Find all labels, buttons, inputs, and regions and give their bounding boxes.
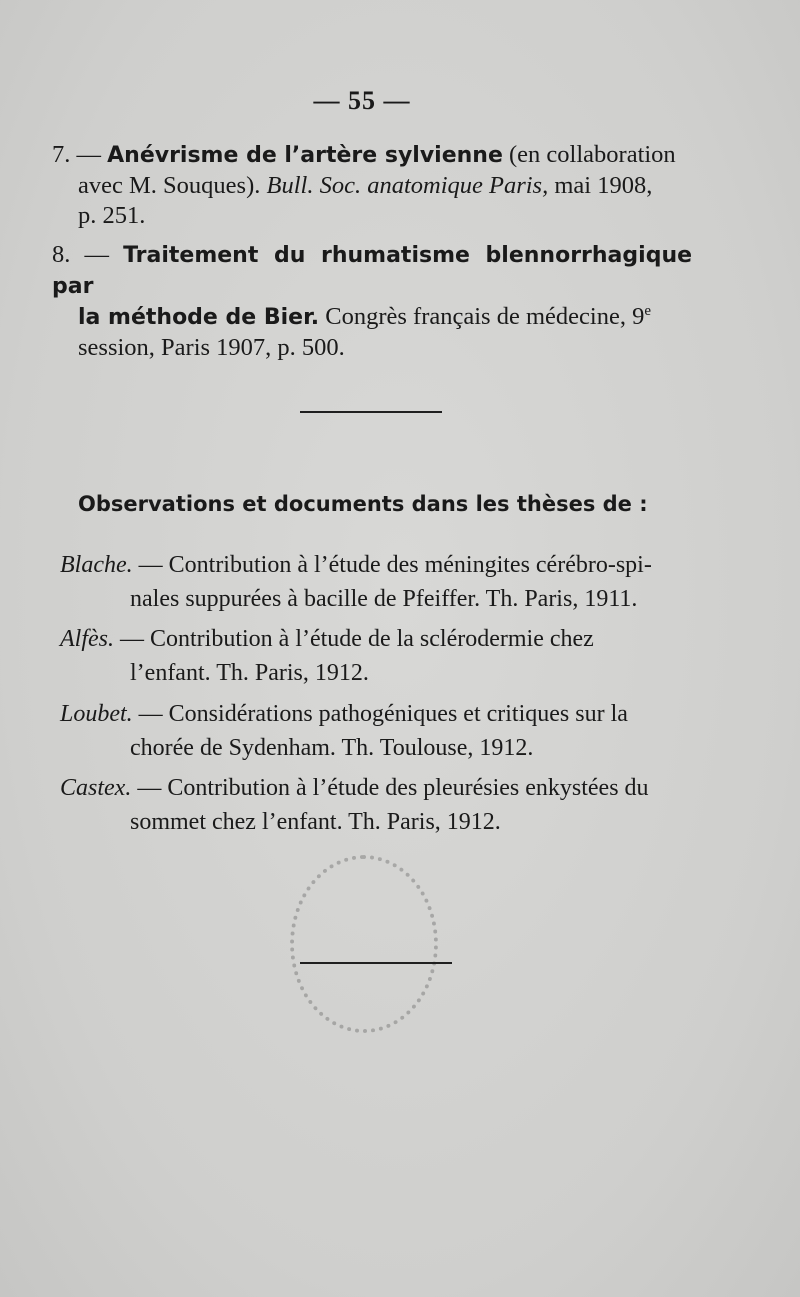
superscript: e	[644, 302, 651, 319]
thesis-author: Alfès.	[60, 626, 114, 652]
section-heading: Observations et documents dans les thèses de :	[78, 492, 648, 516]
thesis-continuation: chorée de Sydenham. Th. Toulouse, 1912.	[130, 735, 534, 761]
divider-rule	[300, 411, 442, 413]
entry-continuation	[52, 302, 692, 333]
end-rule	[300, 962, 452, 964]
thesis-title: — Contribution à l’étude des pleurésies enkystées du	[131, 775, 649, 801]
thesis-title: — Considérations pathogéniques et critiques sur la	[132, 701, 628, 727]
entry-number: 7. —	[52, 141, 101, 168]
thesis-continuation: nales suppurées à bacille de Pfeiffer. Th. Paris, 1911.	[130, 586, 638, 612]
journal-name: Bull. Soc. anatomique Paris,	[266, 172, 549, 199]
entry-date: mai 1908,	[548, 172, 653, 199]
thesis-author: Loubet.	[60, 701, 133, 727]
observation-item	[60, 771, 688, 839]
entry-text: (en collaboration	[502, 141, 676, 168]
library-stamp	[290, 855, 438, 1033]
page-number: — 55 —	[313, 86, 411, 115]
entry-page: session, Paris 1907, p. 500.	[78, 334, 345, 361]
observation-item	[60, 697, 688, 765]
thesis-continuation: l’enfant. Th. Paris, 1912.	[130, 660, 369, 686]
entry-text: avec M. Souques).	[78, 172, 267, 199]
observation-item	[60, 622, 688, 690]
thesis-author: Castex.	[60, 775, 132, 801]
entry-continuation	[52, 171, 692, 201]
thesis-author: Blache.	[60, 552, 133, 578]
bibliography-entry-8	[52, 240, 692, 363]
entry-title: Traitement du rhumatisme blennorrhagique par	[52, 243, 693, 299]
thesis-continuation: sommet chez l’enfant. Th. Paris, 1912.	[130, 809, 501, 835]
thesis-title: — Contribution à l’étude de la sclérodermie chez	[114, 626, 594, 652]
entry-text: Congrès français de médecine, 9	[319, 303, 645, 330]
entry-number: 8. —	[52, 241, 109, 268]
entry-title: la méthode de Bier.	[78, 305, 320, 330]
entry-title: Anévrisme de l’artère sylvienne	[107, 143, 503, 168]
entry-page: p. 251.	[78, 202, 146, 229]
bibliography-entry-7	[52, 140, 692, 231]
observation-item	[60, 548, 688, 616]
thesis-title: — Contribution à l’étude des méningites cérébro-spi-	[132, 552, 652, 578]
